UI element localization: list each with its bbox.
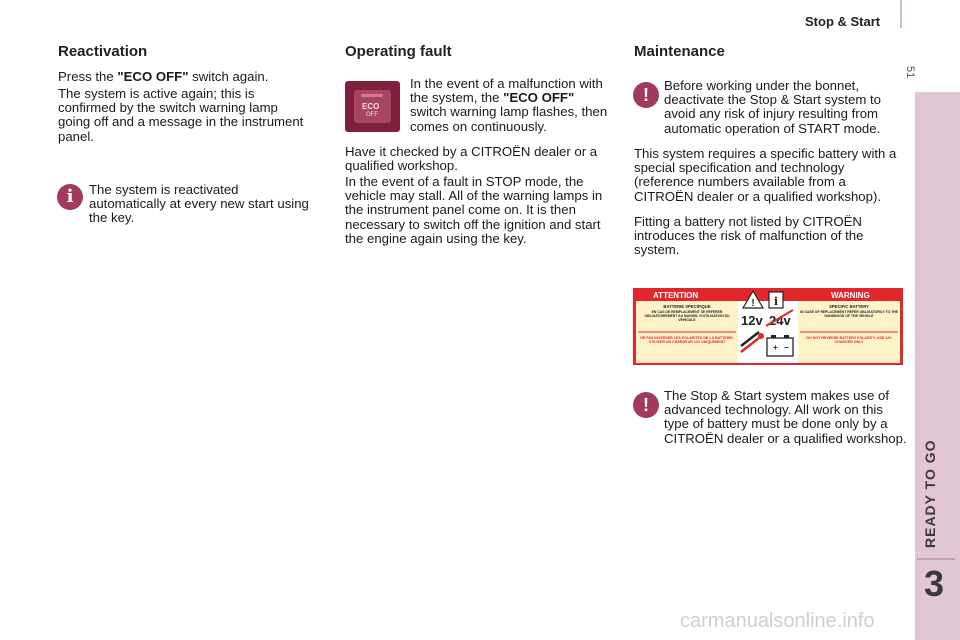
label-fr-text-1: EN CAS DE REMPLACEMENT SE REFERER OBLIGATOIREMENT AU MANUEL D'UTILISATION DU VEHICULE <box>644 310 730 322</box>
header-divider <box>900 0 902 28</box>
svg-text:−: − <box>784 343 789 352</box>
chapter-number: 3 <box>924 563 945 604</box>
label-en-title: SPECIFIC BATTERY <box>829 304 869 309</box>
maintenance-paragraph-1: This system requires a specific battery with a special specification and technology (reference numbers available from a CITROËN dealer or a qualified workshop). <box>634 146 897 204</box>
label-manual-info-icon <box>769 292 783 308</box>
maintenance-warning-1: Before working under the bonnet, deactivate the Stop & Start system to avoid any risk of injury resulting from automatic operation of START mode. <box>664 78 881 136</box>
operating-fault-paragraph-3: In the event of a fault in STOP mode, the vehicle may stall. All of the warning lamps in the instrument panel come on. It is then necessary to switch off the ignition and start the engine again using the key. <box>345 174 603 246</box>
label-en-text-2: DO NOT REVERSE BATTERY POLARITY, USE 12V CHARGER ONLY <box>806 336 892 345</box>
svg-text:i: i <box>773 295 779 308</box>
operating-fault-heading: Operating fault <box>345 43 452 60</box>
chapter-divider <box>917 558 955 560</box>
operating-fault-paragraph-2: Have it checked by a CITROËN dealer or a qualified workshop. <box>345 144 598 174</box>
reactivation-heading: Reactivation <box>58 43 148 60</box>
info-icon: i <box>57 184 83 210</box>
label-attention-text: ATTENTION <box>653 291 699 300</box>
label-24v-text: 24v <box>769 313 791 328</box>
watermark: carmanualsonline.info <box>680 610 875 632</box>
reactivation-paragraph-1: Press the "ECO OFF" switch again. <box>58 69 269 84</box>
warning-icon: ! <box>633 392 659 418</box>
label-en-text-1: IN CASE OF REPLACEMENT REFER OBLIGATORILY TO THE HANDBOOK OF THE VEHICLE <box>800 310 898 318</box>
reactivation-paragraph-2: The system is active again; this is confirmed by the switch warning lamp going off and a message in the instrument panel. <box>58 86 304 144</box>
battery-warning-label <box>633 288 903 365</box>
label-12v-text: 12v <box>741 313 763 328</box>
eco-off-switch-text: ECO <box>362 102 380 111</box>
svg-text:+: + <box>773 343 778 352</box>
eco-off-warning-lamp <box>361 94 383 97</box>
eco-off-switch-subtext: OFF <box>366 112 378 118</box>
svg-text:!: ! <box>751 298 755 309</box>
label-fr-title: BATTERIE SPECIFIQUE <box>663 304 711 309</box>
operating-fault-paragraph-1: In the event of a malfunction with the system, the "ECO OFF" switch warning lamp flashes, then comes on continuously. <box>410 76 608 134</box>
chapter-label: READY TO GO <box>922 439 938 548</box>
page-number: 51 <box>904 66 916 79</box>
battery-icon <box>767 335 793 356</box>
maintenance-heading: Maintenance <box>634 43 725 60</box>
label-fr-text-2: NE PAS INVERSER LES POLARITES DE LA BATTERIE, UTILISER UN CHARGEUR 12V UNIQUEMENT <box>640 336 734 345</box>
label-warning-text: WARNING <box>831 291 870 300</box>
eco-off-switch-image <box>345 81 400 132</box>
maintenance-paragraph-2: Fitting a battery not listed by CITROËN introduces the risk of malfunction of the system. <box>634 214 864 258</box>
reactivation-note: The system is reactivated automatically at every new start using the key. <box>89 182 309 226</box>
maintenance-warning-2: The Stop & Start system makes use of advanced technology. All work on this type of battery must be done only by a CITROËN dealer or a qualified workshop. <box>664 388 907 446</box>
warning-icon: ! <box>633 82 659 108</box>
running-header: Stop & Start <box>805 14 881 29</box>
